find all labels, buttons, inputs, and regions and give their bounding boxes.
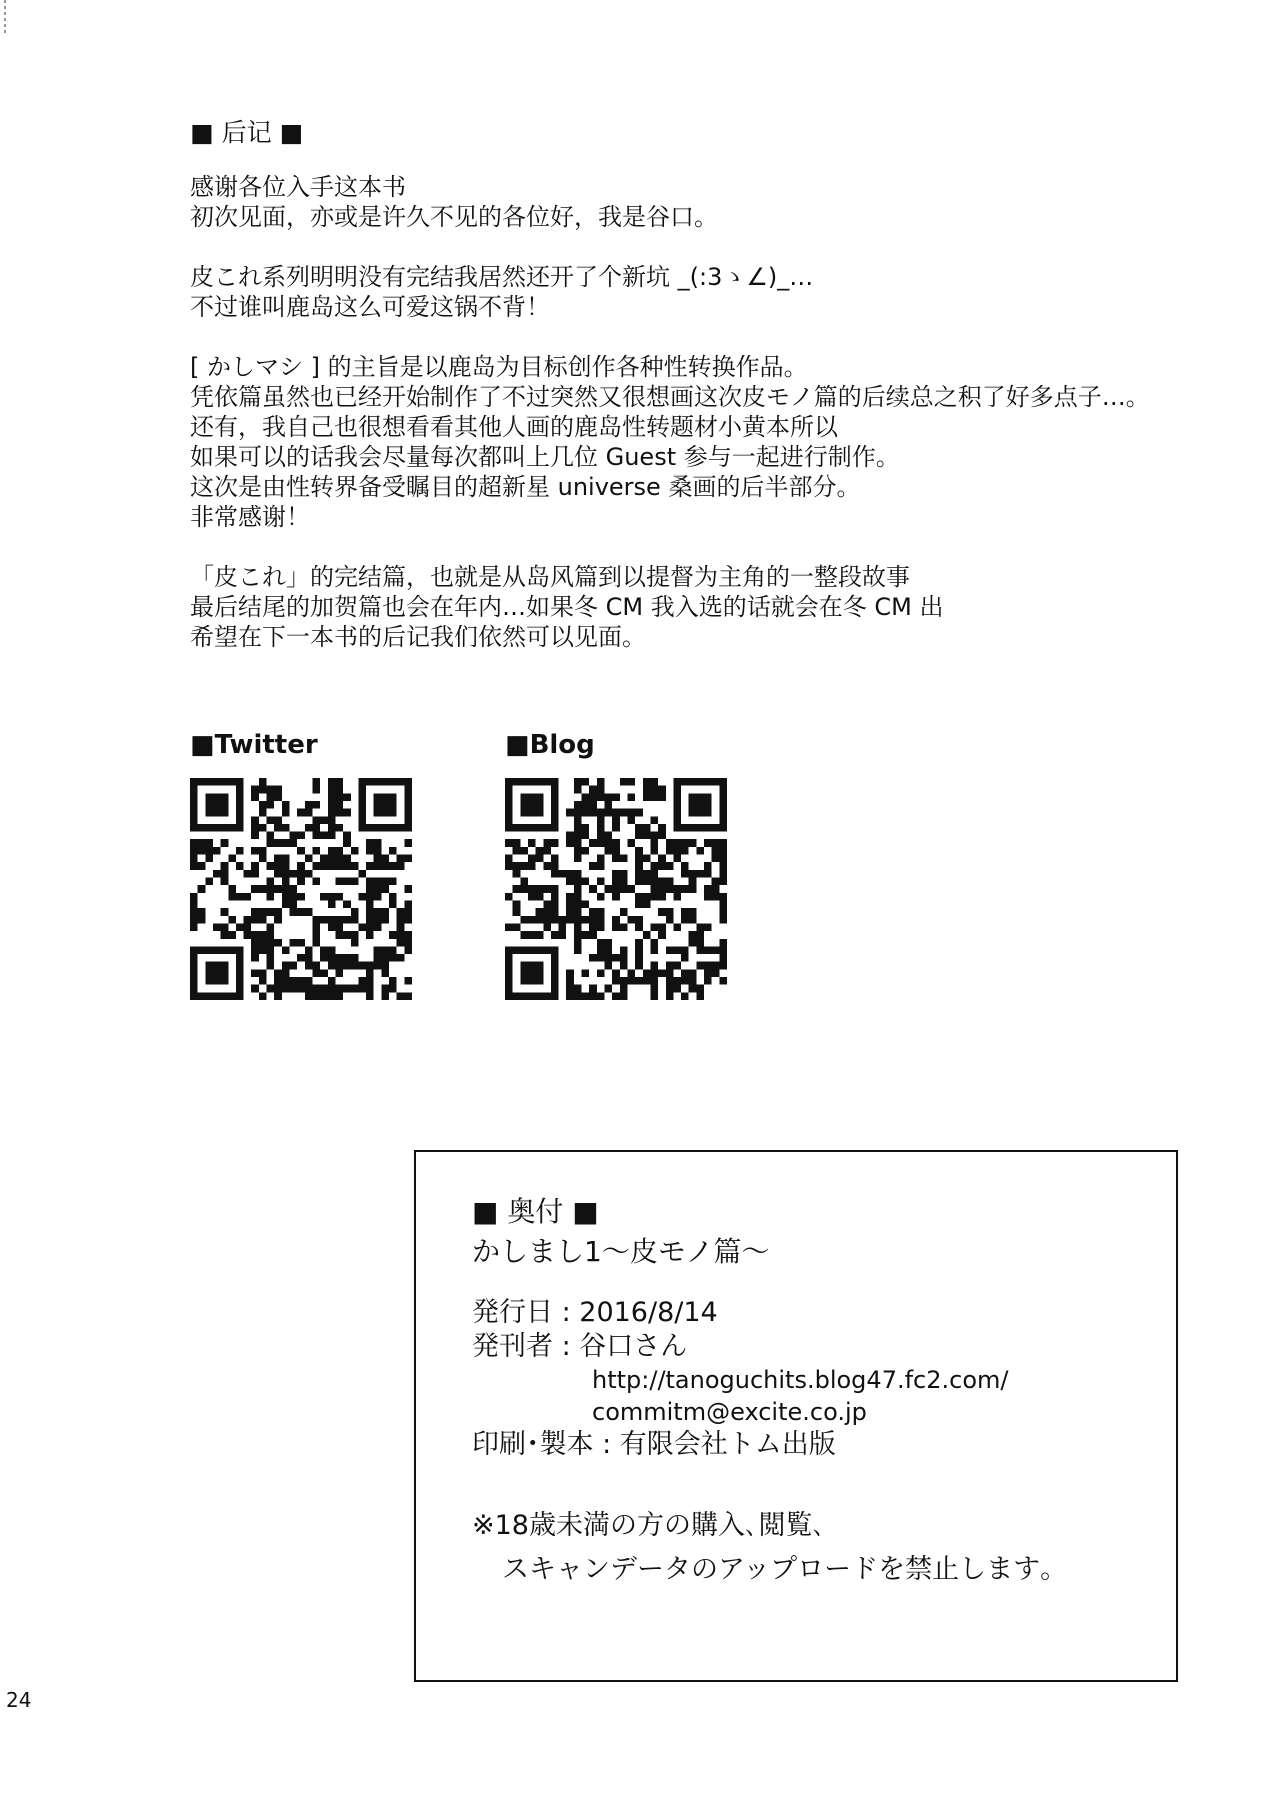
afterword-line: 还有，我自己也很想看看其他人画的鹿岛性转题材小黄本所以 xyxy=(190,413,838,441)
publisher-url[interactable]: http://tanoguchits.blog47.fc2.com/ xyxy=(592,1366,1009,1394)
afterword-line: 皮これ系列明明没有完结我居然还开了个新坑 _(:3ゝ∠)_… xyxy=(190,263,814,291)
colophon-box xyxy=(414,1150,1178,1682)
afterword-paragraph xyxy=(190,352,1190,532)
scan-edge-mark xyxy=(4,0,6,34)
blog-label: ■Blog xyxy=(505,730,595,760)
publisher-email[interactable]: commitm@excite.co.jp xyxy=(592,1398,867,1426)
printing-binding: 印刷･製本 : 有限会社トム出版 xyxy=(472,1429,836,1460)
afterword-line: [ かしマシ ] 的主旨是以鹿岛为目标创作各种性转换作品。 xyxy=(190,353,808,381)
afterword-line: 「皮これ」的完结篇，也就是从岛风篇到以提督为主角的一整段故事 xyxy=(190,563,910,591)
qr-code-graphic xyxy=(190,778,412,1000)
afterword-line: 不过谁叫鹿岛这么可爱这锅不背！ xyxy=(190,293,550,321)
page-number: 24 xyxy=(6,1688,32,1712)
afterword-line: 这次是由性转界备受瞩目的超新星 universe 桑画的后半部分。 xyxy=(190,473,861,501)
blog-qr-block xyxy=(505,730,727,1000)
blog-qr-code[interactable] xyxy=(505,778,727,1000)
notice-line: ※18歳未満の方の購入､閲覧､ xyxy=(472,1510,826,1541)
afterword-line: 凭依篇虽然也已经开始制作了不过突然又很想画这次皮モノ篇的后续总之积了好多点子…。 xyxy=(190,383,1150,411)
qr-code-graphic xyxy=(505,778,727,1000)
afterword-paragraph xyxy=(190,172,1190,232)
colophon-heading: ■ 奥付 ■ xyxy=(472,1195,599,1228)
afterword-line: 初次见面，亦或是许久不见的各位好，我是谷口。 xyxy=(190,203,718,231)
afterword-line: 最后结尾的加贺篇也会在年内…如果冬 CM 我入选的话就会在冬 CM 出 xyxy=(190,593,944,621)
publisher: 発刊者 : 谷口さん xyxy=(472,1331,688,1362)
age-restriction-notice xyxy=(472,1504,1176,1592)
twitter-qr-code[interactable] xyxy=(190,778,412,1000)
publish-date: 発行日 : 2016/8/14 xyxy=(472,1297,718,1328)
afterword-paragraph xyxy=(190,262,1190,322)
twitter-qr-block xyxy=(190,730,412,1000)
afterword-heading: ■ 后记 ■ xyxy=(190,118,304,147)
afterword-line: 感谢各位入手这本书 xyxy=(190,173,406,201)
afterword-paragraph xyxy=(190,562,1190,652)
afterword-section xyxy=(190,118,1190,682)
notice-line: スキャンデータのアップロードを禁止します｡ xyxy=(502,1554,1054,1585)
afterword-line: 如果可以的话我会尽量每次都叫上几位 Guest 参与一起进行制作。 xyxy=(190,443,900,471)
book-title: かしまし1～皮モノ篇～ xyxy=(472,1235,770,1268)
twitter-label: ■Twitter xyxy=(190,730,318,760)
afterword-line: 非常感谢！ xyxy=(190,503,310,531)
afterword-line: 希望在下一本书的后记我们依然可以见面。 xyxy=(190,623,646,651)
